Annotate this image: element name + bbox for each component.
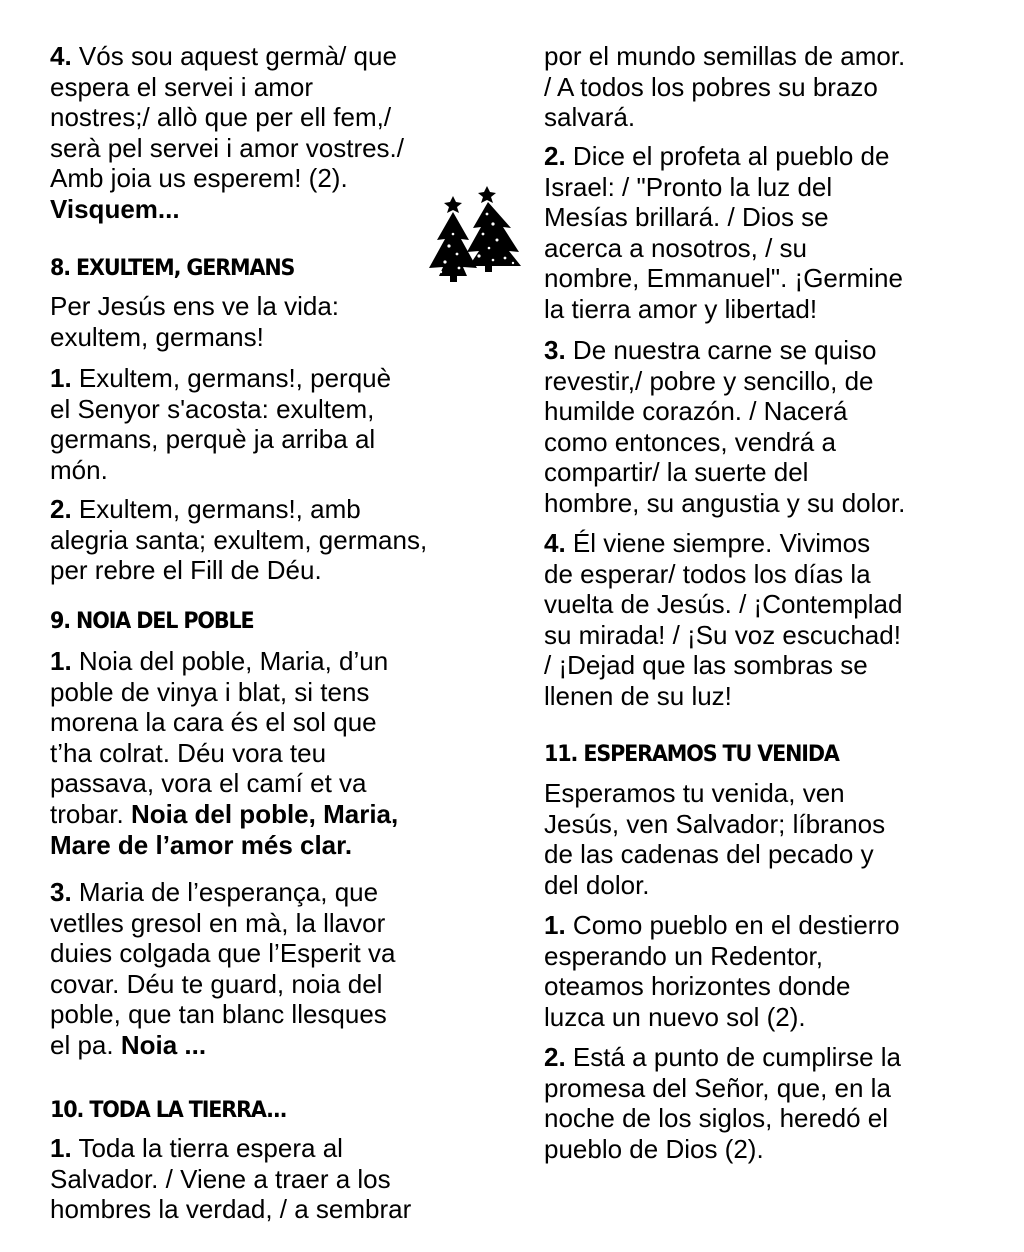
song-9-verse-1: 1. Noia del poble, Maria, d’un poble de vinya i blat, si tens morena la cara és el sol que t’ha colrat. Déu vora teu passava, vora el camí et va trobar. Noia del poble, Maria, Mare de l’amor més clar. (50, 646, 399, 860)
verse-number: 4. (50, 41, 72, 71)
song-8-verse-1: 1. Exultem, germans!, perquè el Senyor s'acosta: exultem, germans, perquè ja arriba al món. (50, 363, 392, 485)
verse-number: 2. (544, 141, 566, 171)
refrain: Noia ... (120, 1029, 207, 1060)
verse-number: 1. (544, 910, 566, 940)
verse-number: 2. (544, 1042, 566, 1072)
verse-4-vos-sou: 4. Vós sou aquest germà/ que espera el servei i amor nostres;/ allò que per ell fem,/ serà pel servei i amor vostres./ Amb joia us esperem! (2). Visquem... (50, 41, 405, 224)
song-11-verse-2: 2. Está a punto de cumplirse la promesa del Señor, que, en la noche de los siglos, heredó el pueblo de Dios (2). (544, 1042, 901, 1164)
song-11-verse-1: 1. Como pueblo en el destierro esperando un Redentor, oteamos horizontes donde luzca un nuevo sol (2). (544, 910, 900, 1032)
song-11-chorus: Esperamos tu venida, ven Jesús, ven Salvador; líbranos de las cadenas del pecado y del dolor. (544, 778, 886, 900)
refrain: Mare de l’amor més clar. (50, 829, 353, 860)
verse-number: 1. (50, 646, 72, 676)
song-9-verse-3: 3. Maria de l’esperança, que vetlles gresol en mà, la llavor duies colgada que l’Esperit va covar. Déu te guard, noia del poble, que tan blanc llesques el pa. Noia ... (50, 877, 396, 1060)
song-10-verse-4: 4. Él viene siempre. Vivimos de esperar/ todos los días la vuelta de Jesús. / ¡Contemplad su mirada! / ¡Su voz escuchad! / ¡Dejad que las sombras se llenen de su luz! (544, 528, 903, 711)
song-9-title: 9. NOIA DEL POBLE (50, 609, 254, 634)
song-10-continuation: por el mundo semillas de amor. / A todos los pobres su brazo salvará. (544, 41, 906, 133)
song-10-verse-1: 1. Toda la tierra espera al Salvador. / Viene a traer a los hombres la verdad, / a sembrar (50, 1133, 412, 1225)
verse-number: 1. (50, 1133, 72, 1163)
verse-number: 3. (50, 877, 72, 907)
song-8-title: 8. EXULTEM, GERMANS (50, 256, 295, 281)
song-8-verse-2: 2. Exultem, germans!, amb alegria santa; exultem, germans, per rebre el Fill de Déu. (50, 494, 428, 586)
song-11-title: 11. ESPERAMOS TU VENIDA (544, 742, 839, 767)
christmas-trees-icon (415, 184, 525, 284)
verse-number: 4. (544, 528, 566, 558)
song-10-verse-2: 2. Dice el profeta al pueblo de Israel: / "Pronto la luz del Mesías brillará. / Dios se acerca a nosotros, / su nombre, Emmanuel". ¡Germine la tierra amor y libertad! (544, 141, 903, 324)
verse-number: 3. (544, 335, 566, 365)
song-10-verse-3: 3. De nuestra carne se quiso revestir,/ pobre y sencillo, de humilde corazón. / Nacerá como entonces, vendrá a compartir/ la suerte del hombre, su angustia y su dolor. (544, 335, 906, 518)
verse-number: 2. (50, 494, 72, 524)
song-8-chorus: Per Jesús ens ve la vida: exultem, germans! (50, 291, 340, 352)
refrain: Visquem... (50, 193, 180, 224)
verse-number: 1. (50, 363, 72, 393)
song-10-title: 10. TODA LA TIERRA... (50, 1098, 287, 1123)
refrain: Noia del poble, Maria, (130, 798, 399, 829)
